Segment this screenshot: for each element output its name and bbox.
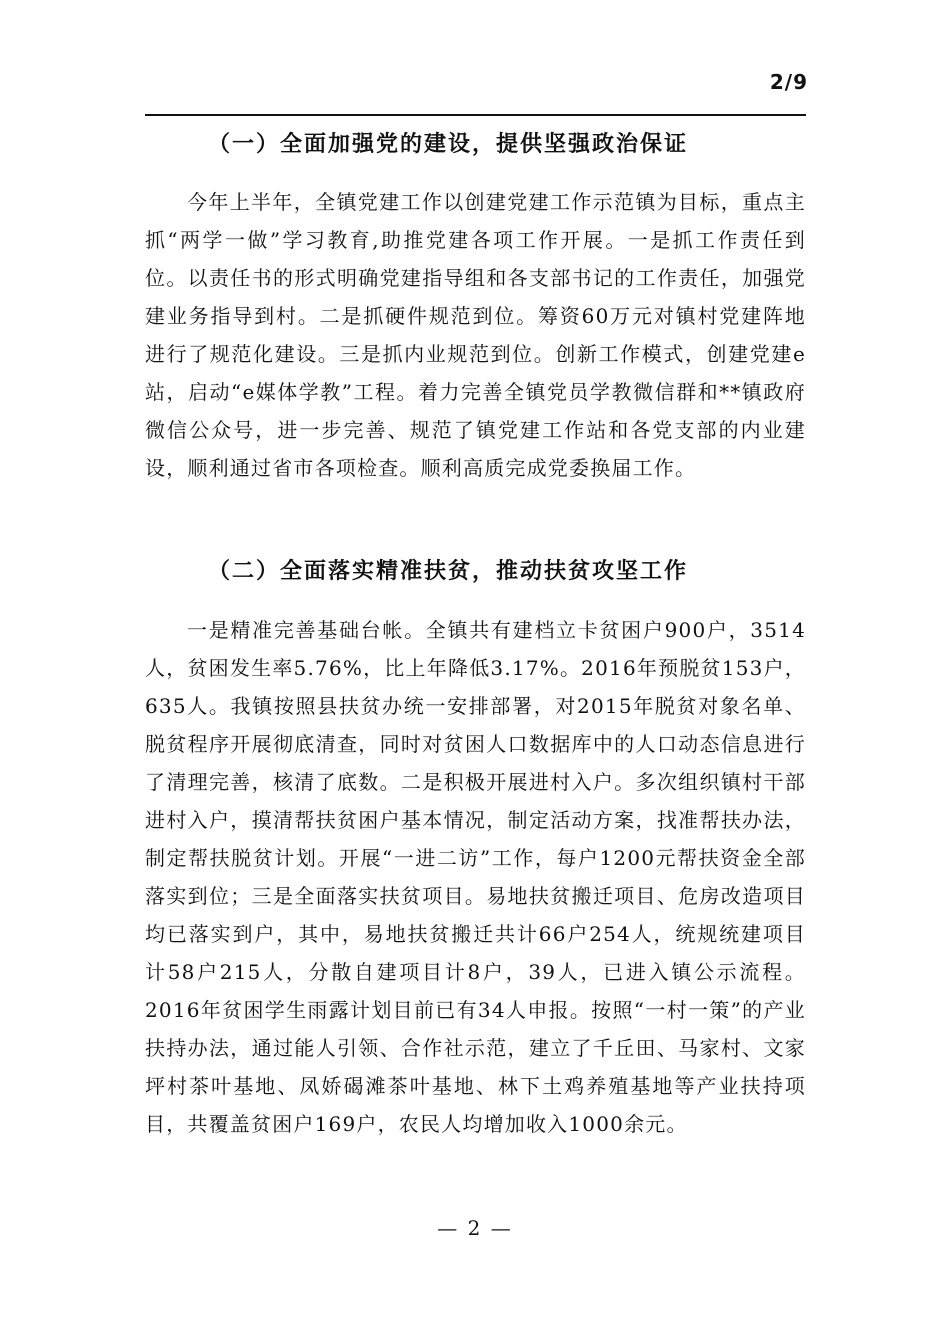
section-paragraph-1: 今年上半年，全镇党建工作以创建党建工作示范镇为目标，重点主抓“两学一做”学习教育,助推党建各项工作开展。一是抓工作责任到位。以责任书的形式明确党建指导组和各支部书记的工作责任，加强党建业务指导到村。二是抓硬件规范到位。筹资60万元对镇村党建阵地进行了规范化建设。三是抓内业规范到位。创新工作模式，创建党建e站，启动“e媒体学教”工程。着力完善全镇党员学教微信群和**镇政府微信公众号，进一步完善、规范了镇党建工作站和各党支部的内业建设，顺利通过省市各项检查。顺利高质完成党委换届工作。 [145, 190, 806, 480]
page-counter: 2/9 [769, 70, 808, 94]
section-paragraph-2: 一是精准完善基础台帐。全镇共有建档立卡贫困户900户，3514人，贫困发生率5.76%，比上年降低3.17%。2016年预脱贫153户，635人。我镇按照县扶贫办统一安排部署，对2015年脱贫对象名单、脱贫程序开展彻底清查，同时对贫困人口数据库中的人口动态信息进行了清理完善，核清了底数。二是积极开展进村入户。多次组织镇村干部进村入户，摸清帮扶贫困户基本情况，制定活动方案，找准帮扶办法，制定帮扶脱贫计划。开展“一进二访”工作，每户1200元帮扶资金全部落实到位；三是全面落实扶贫项目。易地扶贫搬迁项目、危房改造项目均已落实到户，其中，易地扶贫搬迁共计66户254人，统规统建项目计58户215人，分散自建项目计8户，39人，已进入镇公示流程。2016年贫困学生雨露计划目前已有34人申报。按照“一村一策”的产业扶持办法，通过能人引领、合作社示范，建立了千丘田、马家村、文家坪村茶叶基地、凤娇碣滩茶叶基地、林下土鸡养殖基地等产业扶持项目，共覆盖贫困户169户，农民人均增加收入1000余元。 [145, 618, 806, 1136]
header-divider [145, 114, 806, 116]
page-footer-number: — 2 — [437, 1216, 513, 1240]
section-heading-2: （二）全面落实精准扶贫，推动扶贫攻坚工作 [208, 559, 689, 584]
section-heading-1: （一）全面加强党的建设，提供坚强政治保证 [208, 132, 689, 157]
